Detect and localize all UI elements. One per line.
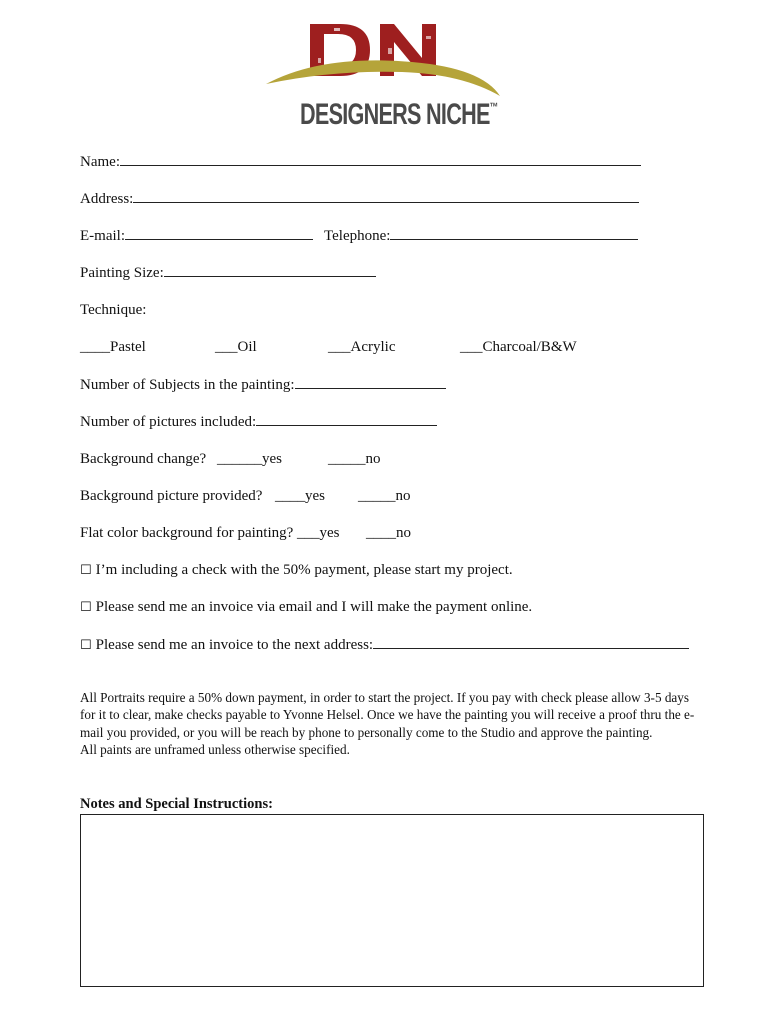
email-field[interactable] — [125, 226, 313, 240]
designers-niche-logo — [262, 18, 506, 136]
terms-paragraph: All Portraits require a 50% down payment, in order to start the project. If you pay with check please allow 3-5 days for it to clear, make checks payable to Yvonne Helsel. Once we have the painting you will receive a proof thru the e-mail you provided, or you will be reach by phone to personally come to the Studio and approve the painting. — [80, 690, 695, 740]
background-picture-yes[interactable]: ____yes — [275, 488, 325, 504]
payment-option-invoice-address[interactable] — [80, 635, 689, 655]
logo-wordmark — [300, 98, 498, 132]
checkbox-icon[interactable]: ☐ — [80, 638, 92, 653]
telephone-field[interactable] — [390, 226, 638, 240]
terms-section — [80, 689, 700, 758]
address-label: Address: — [80, 191, 134, 207]
invoice-address-field[interactable] — [373, 635, 689, 649]
notes-textarea[interactable] — [80, 814, 704, 987]
technique-oil[interactable]: ___Oil — [215, 339, 257, 355]
technique-label: Technique: — [80, 302, 147, 318]
telephone-group — [324, 226, 638, 245]
background-change-label: Background change? — [80, 451, 207, 467]
subjects-field[interactable] — [295, 375, 446, 389]
name-label: Name: — [80, 154, 120, 170]
unframed-note: All paints are unframed unless otherwise specified. — [80, 741, 350, 757]
logo-wordmark-text: DESIGNERS NICHE — [300, 98, 490, 131]
payment-option-check-label: I’m including a check with the 50% payment, please start my project. — [95, 562, 513, 578]
subjects-label: Number of Subjects in the painting: — [80, 377, 295, 393]
payment-option-invoice-email[interactable] — [80, 598, 532, 617]
background-change-yes[interactable]: ______yes — [217, 451, 282, 467]
subjects-row — [80, 375, 446, 394]
technique-charcoal[interactable]: ___Charcoal/B&W — [460, 339, 577, 355]
flat-color-label: Flat color background for painting? — [80, 525, 294, 541]
painting-size-label: Painting Size: — [80, 265, 164, 281]
checkbox-icon[interactable]: ☐ — [80, 600, 92, 615]
technique-pastel[interactable]: ____Pastel — [80, 339, 146, 355]
technique-acrylic[interactable]: ___Acrylic — [328, 339, 396, 355]
email-group — [80, 226, 313, 245]
name-field[interactable] — [120, 152, 641, 166]
name-row — [80, 152, 641, 171]
address-field[interactable] — [133, 189, 639, 203]
payment-option-check[interactable] — [80, 561, 513, 580]
checkbox-icon[interactable]: ☐ — [80, 563, 92, 578]
email-label: E-mail: — [80, 228, 125, 244]
background-change-no[interactable]: _____no — [328, 451, 381, 467]
payment-option-invoice-address-label: Please send me an invoice to the next address: — [95, 637, 374, 653]
payment-option-invoice-email-label: Please send me an invoice via email and I will make the payment online. — [95, 599, 533, 615]
pictures-label: Number of pictures included: — [80, 414, 257, 430]
painting-size-field[interactable] — [164, 263, 376, 277]
address-row — [80, 189, 639, 208]
painting-size-row — [80, 263, 376, 282]
pictures-field[interactable] — [256, 412, 437, 426]
notes-title: Notes and Special Instructions: — [80, 796, 273, 812]
background-picture-label: Background picture provided? — [80, 488, 263, 504]
telephone-label: Telephone: — [324, 228, 391, 244]
pictures-row — [80, 412, 437, 431]
trademark-symbol: ™ — [489, 100, 499, 114]
flat-color-yes[interactable]: ___yes — [297, 525, 340, 541]
background-picture-no[interactable]: _____no — [358, 488, 411, 504]
flat-color-no[interactable]: ____no — [366, 525, 411, 541]
